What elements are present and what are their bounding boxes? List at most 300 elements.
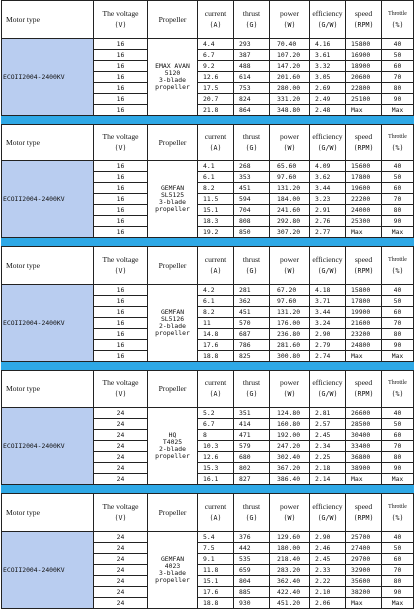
section-divider [1, 116, 414, 124]
voltage-cell: 16 [94, 194, 148, 205]
speed-cell: 38200 [346, 587, 382, 598]
speed-cell: 23200 [346, 329, 382, 340]
power-cell: 131.20 [270, 183, 310, 194]
speed-header [346, 125, 382, 161]
voltage-cell: 16 [94, 351, 148, 362]
thrust-cell: 824 [234, 94, 270, 105]
efficiency-header [310, 494, 346, 532]
speed-cell: 25300 [346, 216, 382, 227]
thrust-cell: 451 [234, 183, 270, 194]
current-cell: 18.3 [198, 216, 234, 227]
motor-type-header [2, 247, 94, 285]
efficiency-cell: 2.25 [310, 452, 346, 463]
current-cell: 10.3 [198, 441, 234, 452]
efficiency-header-unit: (G/W) [317, 20, 338, 29]
current-cell: 6.7 [198, 419, 234, 430]
efficiency-cell: 2.76 [310, 216, 346, 227]
table-row [2, 532, 414, 543]
thrust-cell: 802 [234, 463, 270, 474]
efficiency-cell: 2.90 [310, 532, 346, 543]
thrust-cell: 281 [234, 285, 270, 296]
efficiency-cell: 2.81 [310, 408, 346, 419]
current-header [198, 371, 234, 408]
motor-model-cell: ECOII2004-2400KV [2, 408, 94, 485]
thrust-cell: 488 [234, 61, 270, 72]
current-header [198, 1, 234, 39]
efficiency-header-label: efficiency [312, 501, 343, 511]
throttle-cell: Max [382, 105, 414, 116]
table-row [2, 408, 414, 419]
thrust-header-unit: (G) [245, 513, 258, 522]
thrust-header [234, 1, 270, 39]
efficiency-cell: 3.44 [310, 307, 346, 318]
thrust-cell: 535 [234, 554, 270, 565]
thrust-header [234, 494, 270, 532]
propeller-cell [148, 161, 198, 238]
propeller-header [148, 371, 198, 408]
voltage-header-label: The voltage [102, 254, 139, 264]
voltage-cell: 24 [94, 543, 148, 554]
throttle-header [382, 371, 414, 408]
speed-cell: 22200 [346, 194, 382, 205]
efficiency-cell: 3.05 [310, 72, 346, 83]
efficiency-cell: 2.91 [310, 205, 346, 216]
current-cell: 8 [198, 430, 234, 441]
current-header-label: current [204, 254, 227, 264]
throttle-cell: 60 [382, 61, 414, 72]
section-divider [1, 238, 414, 246]
power-header-label: power [280, 501, 299, 511]
voltage-cell: 16 [94, 296, 148, 307]
propeller-cell [148, 408, 198, 485]
speed-cell: Max [346, 227, 382, 238]
power-header-unit: (W) [283, 513, 296, 522]
propeller-line: SL5126 [160, 315, 185, 323]
throttle-cell: 80 [382, 205, 414, 216]
voltage-cell: 24 [94, 554, 148, 565]
voltage-cell: 24 [94, 576, 148, 587]
speed-cell: 15800 [346, 285, 382, 296]
current-header-unit: (A) [209, 20, 222, 29]
voltage-cell: 24 [94, 419, 148, 430]
power-cell: 281.60 [270, 340, 310, 351]
efficiency-header [310, 1, 346, 39]
voltage-cell: 16 [94, 227, 148, 238]
current-header-unit: (A) [209, 266, 222, 275]
current-cell: 15.1 [198, 205, 234, 216]
thrust-cell: 376 [234, 532, 270, 543]
thrust-header-label: thrust [242, 378, 261, 387]
current-header-unit: (A) [209, 513, 222, 522]
current-cell: 4.1 [198, 161, 234, 172]
speed-cell: 35600 [346, 576, 382, 587]
propeller-line: 2-blade [159, 322, 186, 330]
current-cell: 8.2 [198, 183, 234, 194]
throttle-header-label: Throttle [388, 10, 407, 17]
throttle-cell: 80 [382, 452, 414, 463]
table-row [2, 285, 414, 296]
efficiency-cell: 3.71 [310, 296, 346, 307]
speed-cell: 17800 [346, 172, 382, 183]
efficiency-cell: 4.09 [310, 161, 346, 172]
propeller-line: EMAX AVAN [155, 62, 190, 70]
throttle-header-unit: (%) [391, 20, 404, 29]
throttle-cell: 90 [382, 340, 414, 351]
voltage-cell: 24 [94, 441, 148, 452]
power-cell: 348.80 [270, 105, 310, 116]
efficiency-cell: 2.34 [310, 441, 346, 452]
current-cell: 12.6 [198, 452, 234, 463]
thrust-header-label: thrust [242, 8, 261, 18]
throttle-cell: 80 [382, 576, 414, 587]
current-header [198, 494, 234, 532]
voltage-cell: 24 [94, 430, 148, 441]
thrust-cell: 687 [234, 329, 270, 340]
power-cell: 192.00 [270, 430, 310, 441]
current-header-label: current [204, 131, 227, 141]
throttle-cell: 40 [382, 161, 414, 172]
thrust-cell: 451 [234, 307, 270, 318]
current-cell: 18.8 [198, 598, 234, 609]
motor-spec-table [1, 0, 414, 116]
throttle-cell: Max [382, 351, 414, 362]
power-header-label: power [280, 8, 299, 18]
throttle-header [382, 247, 414, 285]
power-cell: 129.60 [270, 532, 310, 543]
efficiency-cell: 2.22 [310, 576, 346, 587]
current-cell: 14.8 [198, 329, 234, 340]
thrust-cell: 614 [234, 72, 270, 83]
throttle-cell: 70 [382, 565, 414, 576]
voltage-cell: 24 [94, 474, 148, 485]
propeller-line: 3-blade [159, 569, 186, 577]
efficiency-cell: 2.57 [310, 419, 346, 430]
current-cell: 4.2 [198, 285, 234, 296]
speed-cell: 15800 [346, 39, 382, 50]
voltage-cell: 16 [94, 61, 148, 72]
speed-header [346, 371, 382, 408]
power-cell: 218.40 [270, 554, 310, 565]
voltage-header-unit: (V) [114, 266, 127, 275]
section-divider [1, 362, 414, 370]
voltage-cell: 16 [94, 329, 148, 340]
power-cell: 184.00 [270, 194, 310, 205]
power-cell: 131.20 [270, 307, 310, 318]
propeller-header [148, 125, 198, 161]
thrust-header-label: thrust [242, 254, 261, 264]
speed-cell: 22800 [346, 83, 382, 94]
speed-header-label: speed [354, 254, 373, 264]
voltage-cell: 24 [94, 452, 148, 463]
throttle-cell: 90 [382, 463, 414, 474]
table-row [2, 39, 414, 50]
power-cell: 422.40 [270, 587, 310, 598]
power-header-unit: (W) [283, 390, 296, 398]
throttle-header-unit: (%) [391, 513, 404, 522]
throttle-cell: Max [382, 598, 414, 609]
speed-header-label: speed [354, 8, 373, 18]
thrust-cell: 864 [234, 105, 270, 116]
throttle-header-unit: (%) [391, 390, 404, 398]
throttle-cell: 70 [382, 72, 414, 83]
current-cell: 6.1 [198, 172, 234, 183]
motor-type-header [2, 494, 94, 532]
efficiency-cell: 3.62 [310, 172, 346, 183]
current-cell: 8.2 [198, 307, 234, 318]
efficiency-cell: 2.48 [310, 105, 346, 116]
efficiency-header [310, 247, 346, 285]
voltage-cell: 16 [94, 39, 148, 50]
thrust-cell: 353 [234, 172, 270, 183]
voltage-cell: 16 [94, 285, 148, 296]
efficiency-header-label: efficiency [312, 378, 343, 387]
power-cell: 176.00 [270, 318, 310, 329]
throttle-cell: 90 [382, 587, 414, 598]
power-header-label: power [280, 378, 299, 387]
power-cell: 160.80 [270, 419, 310, 430]
motor-type-header-label: Motor type [6, 260, 40, 270]
speed-cell: 18900 [346, 61, 382, 72]
thrust-cell: 659 [234, 565, 270, 576]
voltage-cell: 24 [94, 587, 148, 598]
current-cell: 11.5 [198, 194, 234, 205]
thrust-cell: 579 [234, 441, 270, 452]
current-cell: 11 [198, 318, 234, 329]
thrust-header-unit: (G) [245, 143, 258, 152]
efficiency-cell: 2.46 [310, 543, 346, 554]
power-header [270, 1, 310, 39]
voltage-cell: 24 [94, 532, 148, 543]
power-cell: 97.60 [270, 172, 310, 183]
throttle-cell: 50 [382, 543, 414, 554]
power-cell: 386.40 [270, 474, 310, 485]
efficiency-cell: 4.16 [310, 39, 346, 50]
propeller-cell [148, 285, 198, 362]
speed-header [346, 1, 382, 39]
motor-model-cell: ECOII2004-2400KV [2, 161, 94, 238]
speed-header [346, 247, 382, 285]
propeller-line: propeller [155, 205, 190, 213]
propeller-header-label: Propeller [158, 384, 187, 393]
efficiency-header [310, 371, 346, 408]
current-cell: 5.4 [198, 532, 234, 543]
thrust-cell: 471 [234, 430, 270, 441]
speed-header-label: speed [354, 131, 373, 141]
power-cell: 280.00 [270, 83, 310, 94]
efficiency-cell: 4.18 [310, 285, 346, 296]
motor-spec-table [1, 493, 414, 609]
voltage-cell: 16 [94, 94, 148, 105]
current-header-label: current [204, 378, 227, 387]
speed-cell: 26600 [346, 408, 382, 419]
throttle-header [382, 494, 414, 532]
efficiency-cell: 2.10 [310, 587, 346, 598]
power-cell: 65.60 [270, 161, 310, 172]
propeller-line: propeller [155, 329, 190, 337]
power-cell: 70.40 [270, 39, 310, 50]
current-cell: 5.2 [198, 408, 234, 419]
speed-header-unit: (RPM) [353, 266, 374, 275]
thrust-cell: 362 [234, 296, 270, 307]
speed-cell: 19900 [346, 307, 382, 318]
thrust-header-unit: (G) [245, 20, 258, 29]
voltage-header [94, 125, 148, 161]
efficiency-cell: 2.45 [310, 430, 346, 441]
current-cell: 4.4 [198, 39, 234, 50]
thrust-cell: 786 [234, 340, 270, 351]
throttle-header [382, 125, 414, 161]
efficiency-cell: 2.74 [310, 351, 346, 362]
throttle-cell: 50 [382, 50, 414, 61]
thrust-cell: 293 [234, 39, 270, 50]
motor-type-header-label: Motor type [6, 14, 40, 24]
thrust-cell: 930 [234, 598, 270, 609]
speed-cell: 25100 [346, 94, 382, 105]
voltage-cell: 16 [94, 307, 148, 318]
voltage-header [94, 494, 148, 532]
efficiency-cell: 3.23 [310, 194, 346, 205]
thrust-cell: 804 [234, 576, 270, 587]
speed-header [346, 494, 382, 532]
power-cell: 300.80 [270, 351, 310, 362]
propeller-line: T4025 [162, 438, 183, 446]
efficiency-cell: 2.18 [310, 463, 346, 474]
efficiency-cell: 2.90 [310, 329, 346, 340]
power-cell: 362.40 [270, 576, 310, 587]
current-cell: 16.1 [198, 474, 234, 485]
motor-type-header [2, 1, 94, 39]
speed-cell: 16900 [346, 50, 382, 61]
thrust-header-label: thrust [242, 501, 261, 511]
power-header [270, 371, 310, 408]
current-cell: 12.6 [198, 72, 234, 83]
power-header-unit: (W) [283, 20, 296, 29]
speed-cell: 36800 [346, 452, 382, 463]
current-cell: 17.5 [198, 83, 234, 94]
thrust-header-unit: (G) [245, 266, 258, 275]
throttle-header-label: Throttle [388, 380, 407, 386]
efficiency-cell: 2.77 [310, 227, 346, 238]
speed-header-label: speed [354, 378, 373, 387]
throttle-cell: 70 [382, 194, 414, 205]
voltage-header-label: The voltage [102, 131, 139, 141]
thrust-cell: 442 [234, 543, 270, 554]
throttle-cell: 60 [382, 307, 414, 318]
power-cell: 241.60 [270, 205, 310, 216]
voltage-cell: 16 [94, 105, 148, 116]
throttle-cell: 40 [382, 532, 414, 543]
power-cell: 67.20 [270, 285, 310, 296]
current-header [198, 247, 234, 285]
thrust-cell: 387 [234, 50, 270, 61]
voltage-cell: 16 [94, 216, 148, 227]
propeller-line: 2-blade [159, 445, 186, 453]
speed-cell: 17800 [346, 296, 382, 307]
current-cell: 21.8 [198, 105, 234, 116]
power-cell: 307.20 [270, 227, 310, 238]
current-cell: 7.5 [198, 543, 234, 554]
propeller-line: propeller [155, 576, 190, 584]
speed-header-unit: (RPM) [353, 143, 374, 152]
thrust-cell: 570 [234, 318, 270, 329]
thrust-cell: 414 [234, 419, 270, 430]
motor-type-header [2, 371, 94, 408]
power-header-unit: (W) [283, 266, 296, 275]
current-cell: 15.1 [198, 576, 234, 587]
voltage-header-unit: (V) [114, 390, 127, 398]
propeller-header [148, 1, 198, 39]
propeller-header-label: Propeller [158, 137, 187, 147]
voltage-cell: 16 [94, 183, 148, 194]
throttle-header-label: Throttle [388, 133, 407, 140]
motor-spec-table [1, 370, 414, 485]
efficiency-cell: 3.61 [310, 50, 346, 61]
propeller-line: SL5125 [160, 191, 185, 199]
throttle-cell: 90 [382, 94, 414, 105]
throttle-cell: 70 [382, 441, 414, 452]
speed-cell: 32900 [346, 565, 382, 576]
speed-cell: 20600 [346, 72, 382, 83]
table-row [2, 161, 414, 172]
power-header [270, 494, 310, 532]
voltage-cell: 16 [94, 340, 148, 351]
thrust-cell: 850 [234, 227, 270, 238]
current-header-label: current [204, 8, 227, 18]
propeller-header-label: Propeller [158, 507, 187, 517]
thrust-cell: 704 [234, 205, 270, 216]
voltage-header-unit: (V) [114, 143, 127, 152]
speed-cell: 19600 [346, 183, 382, 194]
power-cell: 107.20 [270, 50, 310, 61]
speed-header-unit: (RPM) [353, 513, 374, 522]
propeller-cell [148, 39, 198, 116]
voltage-cell: 16 [94, 205, 148, 216]
throttle-header-unit: (%) [391, 266, 404, 275]
efficiency-header-label: efficiency [312, 131, 343, 141]
power-cell: 283.20 [270, 565, 310, 576]
throttle-header [382, 1, 414, 39]
propeller-line: 4023 [164, 562, 181, 570]
efficiency-cell: 2.79 [310, 340, 346, 351]
speed-cell: 28500 [346, 419, 382, 430]
power-cell: 331.20 [270, 94, 310, 105]
voltage-cell: 16 [94, 161, 148, 172]
efficiency-header-unit: (G/W) [317, 266, 338, 275]
thrust-header [234, 371, 270, 408]
power-cell: 97.60 [270, 296, 310, 307]
power-cell: 292.80 [270, 216, 310, 227]
throttle-header-unit: (%) [391, 143, 404, 152]
speed-cell: 29700 [346, 554, 382, 565]
thrust-cell: 808 [234, 216, 270, 227]
current-header-unit: (A) [209, 390, 222, 398]
thrust-cell: 268 [234, 161, 270, 172]
thrust-header-label: thrust [242, 131, 261, 141]
propeller-header-label: Propeller [158, 14, 187, 24]
throttle-cell: Max [382, 227, 414, 238]
current-cell: 20.7 [198, 94, 234, 105]
propeller-line: GEMFAN [160, 184, 185, 192]
current-cell: 6.7 [198, 50, 234, 61]
throttle-cell: 60 [382, 430, 414, 441]
thrust-header [234, 125, 270, 161]
current-cell: 18.8 [198, 351, 234, 362]
motor-model-cell: ECOII2004-2400KV [2, 532, 94, 609]
propeller-line: 3-blade [159, 198, 186, 206]
thrust-cell: 680 [234, 452, 270, 463]
throttle-cell: 60 [382, 554, 414, 565]
efficiency-cell: 2.14 [310, 474, 346, 485]
